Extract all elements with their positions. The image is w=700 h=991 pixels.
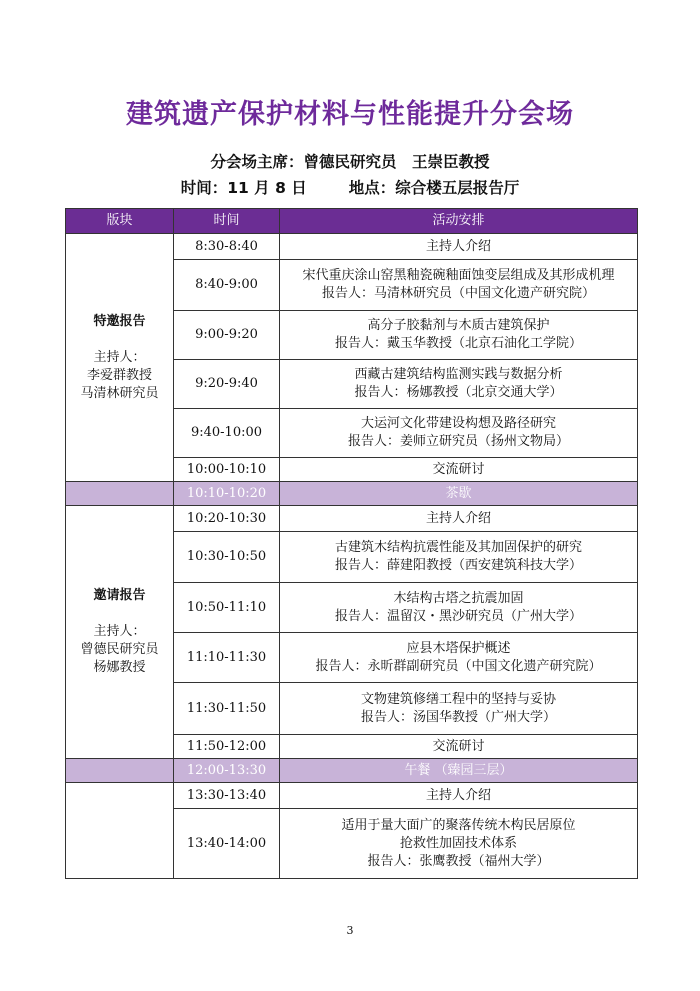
session-host: 杨娜教授 bbox=[93, 660, 146, 675]
activity-cell bbox=[280, 506, 638, 532]
session-title: 特邀报告 bbox=[93, 313, 146, 329]
activity-cell bbox=[280, 759, 638, 783]
activity-cell bbox=[280, 360, 638, 409]
activity-line: 主持人介绍 bbox=[425, 787, 491, 803]
time-cell: 10:00-10:10 bbox=[174, 458, 280, 482]
place-label: 地点：综合楼五层报告厅 bbox=[348, 179, 520, 197]
activity-line: 茶歇 bbox=[445, 485, 472, 501]
time-cell: 9:00-9:20 bbox=[174, 311, 280, 360]
session-chairs: 分会场主席：曾德民研究员 王崇臣教授 bbox=[210, 153, 490, 171]
activity-cell bbox=[280, 532, 638, 583]
time-cell: 13:40-14:00 bbox=[174, 809, 280, 879]
activity-line: 午餐 （臻园三层） bbox=[404, 762, 513, 778]
activity-line: 抢救性加固技术体系 bbox=[399, 835, 517, 851]
time-cell: 10:30-10:50 bbox=[174, 532, 280, 583]
session-cell-blank bbox=[66, 783, 174, 879]
activity-cell bbox=[280, 583, 638, 633]
session-host: 曾德民研究员 bbox=[80, 642, 159, 657]
activity-line: 报告人：马清林研究员（中国文化遗产研究院） bbox=[321, 286, 595, 301]
activity-line: 交流研讨 bbox=[432, 738, 485, 754]
time-cell: 8:30-8:40 bbox=[174, 234, 280, 260]
activity-cell bbox=[280, 458, 638, 482]
activity-line: 报告人：杨娜教授（北京交通大学） bbox=[354, 385, 563, 400]
time-cell: 10:20-10:30 bbox=[174, 506, 280, 532]
break-blank bbox=[66, 482, 174, 506]
session-cell-invited-talks bbox=[66, 506, 174, 759]
time-cell: 11:50-12:00 bbox=[174, 735, 280, 759]
activity-cell bbox=[280, 783, 638, 809]
activity-cell bbox=[280, 311, 638, 360]
time-cell: 9:20-9:40 bbox=[174, 360, 280, 409]
time-cell: 10:10-10:20 bbox=[174, 482, 280, 506]
activity-line: 报告人：汤国华教授（广州大学） bbox=[360, 709, 556, 725]
activity-cell bbox=[280, 409, 638, 458]
session-host-label: 主持人： bbox=[93, 349, 146, 365]
activity-cell bbox=[280, 260, 638, 311]
time-cell: 13:30-13:40 bbox=[174, 783, 280, 809]
activity-line: 报告人：温留汉・黑沙研究员（广州大学） bbox=[334, 608, 582, 624]
activity-line: 西藏古建筑结构监测实践与数据分析 bbox=[354, 367, 563, 382]
activity-line: 适用于量大面广的聚落传统木构民居原位 bbox=[341, 817, 576, 833]
break-row bbox=[66, 759, 638, 783]
header-time: 时间 bbox=[174, 209, 280, 234]
activity-line: 交流研讨 bbox=[432, 461, 485, 477]
activity-cell bbox=[280, 683, 638, 735]
break-blank bbox=[66, 759, 174, 783]
session-host-label: 主持人： bbox=[93, 624, 146, 639]
activity-line: 报告人：姜师立研究员（扬州文物局） bbox=[347, 434, 569, 449]
time-cell: 11:10-11:30 bbox=[174, 633, 280, 683]
activity-line: 木结构古塔之抗震加固 bbox=[393, 590, 524, 606]
table-row bbox=[66, 234, 638, 260]
time-label: 时间：11 月 8 日 bbox=[180, 179, 307, 197]
time-cell: 12:00-13:30 bbox=[174, 759, 280, 783]
time-cell: 8:40-9:00 bbox=[174, 260, 280, 311]
activity-line: 古建筑木结构抗震性能及其加固保护的研究 bbox=[334, 540, 582, 555]
schedule-table bbox=[65, 208, 638, 879]
activity-cell bbox=[280, 234, 638, 260]
table-header-row bbox=[66, 209, 638, 234]
activity-line: 报告人：张鹰教授（福州大学） bbox=[367, 853, 550, 869]
activity-line: 应县木塔保护概述 bbox=[406, 640, 511, 656]
activity-cell bbox=[280, 809, 638, 879]
table-row bbox=[66, 783, 638, 809]
session-host: 马清林研究员 bbox=[80, 385, 159, 401]
break-row bbox=[66, 482, 638, 506]
activity-line: 报告人：永昕群副研究员（中国文化遗产研究院） bbox=[315, 658, 602, 674]
activity-cell bbox=[280, 482, 638, 506]
header-section: 版块 bbox=[66, 209, 174, 234]
time-place-line bbox=[0, 176, 700, 198]
time-cell: 9:40-10:00 bbox=[174, 409, 280, 458]
page-number: 3 bbox=[346, 924, 354, 937]
activity-line: 大运河文化带建设构想及路径研究 bbox=[360, 416, 556, 431]
activity-line: 主持人介绍 bbox=[425, 510, 491, 526]
activity-cell bbox=[280, 633, 638, 683]
activity-line: 报告人：戴玉华教授（北京石油化工学院） bbox=[334, 336, 582, 351]
activity-line: 宋代重庆涂山窑黑釉瓷碗釉面蚀变层组成及其形成机理 bbox=[302, 268, 615, 283]
table-row bbox=[66, 506, 638, 532]
header-activity: 活动安排 bbox=[280, 209, 638, 234]
activity-line: 报告人：薛建阳教授（西安建筑科技大学） bbox=[334, 558, 582, 573]
time-cell: 11:30-11:50 bbox=[174, 683, 280, 735]
activity-cell bbox=[280, 735, 638, 759]
time-cell: 10:50-11:10 bbox=[174, 583, 280, 633]
session-title: 邀请报告 bbox=[93, 588, 146, 603]
page-title: 建筑遗产保护材料与性能提升分会场 bbox=[126, 99, 574, 130]
activity-line: 主持人介绍 bbox=[425, 238, 491, 254]
activity-line: 高分子胶黏剂与木质古建筑保护 bbox=[367, 318, 550, 333]
session-host: 李爱群教授 bbox=[86, 367, 152, 383]
session-cell-invited-keynote bbox=[66, 234, 174, 482]
activity-line: 文物建筑修缮工程中的坚持与妥协 bbox=[360, 691, 556, 707]
